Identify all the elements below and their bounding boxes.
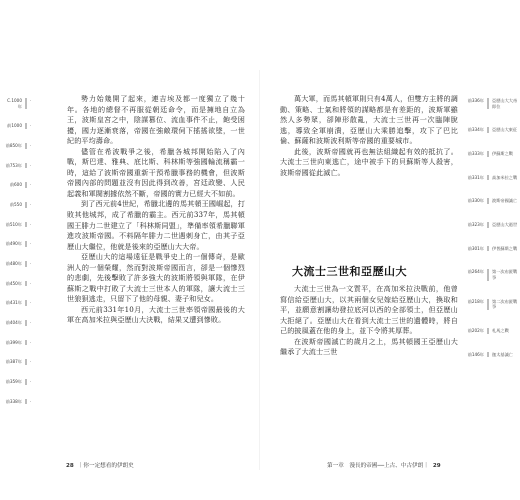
timeline-year: 前331年 [467, 174, 484, 180]
timeline-marker [25, 320, 27, 326]
timeline-year: 前450年 [5, 280, 22, 286]
timeline-year: 前202年 [467, 328, 484, 334]
timeline-text: · [30, 162, 32, 168]
timeline-text: · [30, 300, 32, 306]
timeline-marker [25, 182, 27, 188]
timeline-text: 伊蘇斯之戰 [492, 151, 513, 157]
timeline-entry [4, 320, 58, 326]
section-title: 大流士三世和亞歷山大 [292, 265, 407, 278]
timeline-year: 前399年 [5, 339, 22, 345]
timeline-entry [466, 98, 520, 109]
timeline-year: 前510年 [5, 221, 22, 227]
timeline-text: 亞歷山大大帝即位 [492, 98, 518, 109]
timeline-year: 前490年 [5, 241, 22, 247]
timeline-text: 亞歷山大逝世 [492, 222, 518, 228]
timeline-text: · [30, 280, 32, 286]
timeline-text: · [30, 379, 32, 385]
timeline-text: · [30, 320, 32, 326]
timeline-marker [487, 175, 489, 181]
timeline-entry [466, 299, 520, 310]
timeline-entry [4, 143, 58, 149]
right-page-text-top [280, 94, 458, 178]
timeline-text: · [30, 339, 32, 345]
left-running-title: ｜你一定想看的伊朗史 [77, 463, 134, 469]
timeline-entry [4, 379, 58, 385]
timeline-marker [25, 202, 27, 208]
left-timeline [4, 98, 58, 418]
timeline-marker [25, 222, 27, 228]
timeline-text: · [30, 182, 32, 188]
timeline-entry [466, 127, 520, 133]
timeline-year: 前301年 [467, 245, 484, 251]
timeline-entry [4, 163, 58, 169]
timeline-entry [466, 352, 520, 358]
left-page-number: 28 [66, 463, 74, 469]
timeline-text: 亞歷山大東征 [492, 127, 518, 133]
timeline-marker [25, 359, 27, 365]
timeline-text: · [30, 202, 32, 208]
timeline-year: 前333年 [467, 151, 484, 157]
timeline-year: 前338年 [5, 398, 22, 404]
right-timeline [466, 98, 520, 375]
timeline-year: 前387年 [5, 359, 22, 365]
timeline-year: 前404年 [5, 320, 22, 326]
timeline-text: 高加米拉之戰 [492, 174, 518, 180]
paragraph: 在波斯帝國滅亡的歲月之上，馬其頓國王亞歷山大繼承了大流士三世 [280, 336, 458, 357]
timeline-entry [466, 269, 520, 280]
timeline-text: · [30, 398, 32, 404]
timeline-year: 前753年 [5, 162, 22, 168]
timeline-marker [25, 300, 27, 306]
paragraph: 此後，波斯帝國就再也無法組織起有效的抵抗了。大流士三世向東逃亡，途中被手下的貝蘇斯等人殺害，波斯帝國從此滅亡。 [280, 146, 458, 177]
timeline-text: · [30, 143, 32, 149]
timeline-marker [487, 151, 489, 157]
right-footer [327, 461, 445, 469]
timeline-year: 前146年 [467, 351, 484, 357]
timeline-year: 前218年 [467, 298, 484, 304]
timeline-entry [466, 246, 520, 252]
paragraph: 亞歷山大的這場遠征是戰爭史上的一個傳奇，是歐洲人的一個榮耀，然而對波斯帝國而言，卻是一個慘烈的悲劇，先後擊敗了許多強大的波斯將領與軍隊，在伊蘇斯之戰中打敗了大流士三世本人的軍隊，讓大流士三世狼狽逃走，只留下了他的母親、妻子和兒女。 [67, 252, 245, 304]
timeline-marker [487, 352, 489, 358]
timeline-year: 前850年 [5, 143, 22, 149]
right-page-text-bottom [280, 284, 458, 358]
timeline-marker [25, 241, 27, 247]
timeline-marker [25, 123, 27, 129]
timeline-entry [466, 222, 520, 228]
timeline-marker [487, 222, 489, 228]
paragraph: 萬大軍，而馬其頓軍則只有4萬人，但雙方主將的調動、策略、士氣和將領的謀略都是有差距的，波斯軍雖然人多勢眾，卻陣形散亂，大流士三世再一次臨陣脫逃，導致全軍崩潰，亞歷山大乘勝追擊，攻下了巴比倫、蘇薩和波斯波利斯等帝國的重要城市。 [280, 94, 458, 146]
timeline-entry [466, 175, 520, 181]
timeline-year: 前480年 [5, 261, 22, 267]
timeline-year: 前550 [9, 202, 22, 208]
timeline-entry [4, 222, 58, 228]
timeline-marker [487, 299, 489, 310]
timeline-marker [487, 328, 489, 334]
timeline-entry [4, 182, 58, 188]
timeline-marker [25, 399, 27, 405]
timeline-marker [25, 98, 27, 109]
timeline-entry [4, 300, 58, 306]
timeline-year: 前336年 [467, 98, 484, 103]
timeline-year: 前431年 [5, 300, 22, 306]
timeline-entry [466, 328, 520, 334]
timeline-year: 前264年 [467, 269, 484, 275]
timeline-marker [487, 127, 489, 133]
timeline-marker [25, 143, 27, 149]
timeline-entry [466, 151, 520, 157]
timeline-entry [4, 399, 58, 405]
timeline-text: 札馬之戰 [492, 328, 509, 334]
timeline-entry [4, 359, 58, 365]
timeline-entry [4, 261, 58, 267]
timeline-year: 前1000 [7, 123, 22, 129]
timeline-year: C.1000年 [7, 98, 22, 109]
timeline-marker [25, 340, 27, 346]
left-page-text [67, 94, 245, 326]
timeline-entry [466, 198, 520, 204]
timeline-marker [487, 98, 489, 109]
timeline-entry [4, 98, 58, 109]
timeline-text: 第一次布匿戰爭 [492, 269, 518, 281]
paragraph: 西元前331年10月，大流士三世率領帝國最後的大軍在高加米拉與亞歷山大決戰，結果又遭到慘敗。 [67, 304, 245, 325]
timeline-text: · [30, 221, 32, 227]
timeline-year: 前334年 [467, 127, 484, 133]
timeline-marker [487, 269, 489, 280]
timeline-year: 前600 [9, 182, 22, 188]
timeline-marker [25, 281, 27, 287]
page-gutter [259, 70, 260, 470]
timeline-entry [4, 123, 58, 129]
paragraph: 大流士三世為一文質平，在高加米拉決戰前，他曾寫信給亞歷山大，以其兩個女兒嫁給亞歷山大，換取和平，並願意割讓幼發拉底河以西的全部領土，但亞歷山大拒絕了。亞歷山大在看到大流士三世的遺體時，將自己的披風蓋在他的身上，並下令將其厚葬。 [280, 284, 458, 336]
timeline-marker [25, 379, 27, 385]
left-footer [66, 461, 134, 469]
timeline-year: 前330年 [467, 198, 484, 204]
timeline-marker [25, 261, 27, 267]
timeline-text: 伊普蘇斯之戰 [492, 245, 518, 251]
timeline-entry [4, 340, 58, 346]
timeline-entry [4, 281, 58, 287]
right-page-number: 29 [432, 463, 441, 469]
timeline-text: 波斯帝國滅亡 [492, 198, 518, 204]
timeline-text: · [30, 261, 32, 267]
timeline-year: 前359年 [5, 379, 22, 385]
paragraph: 勢力始幾開了起來，連吉埃及都一度獨立了幾十年。各地的總督不再服從朝廷命令，而是擁地自立為王，波斯皇宮之中，陰謀篡位、流血事件不止，飽受困擾，國力逐漸衰落，帝國在強敵環伺下搖搖欲墜，一世紀的平均壽命。 [67, 94, 245, 146]
paragraph: 到了西元前4世紀，希臘北邊的馬其頓王國崛起，打敗其他城邦，成了希臘的霸主。西元前337年，馬其頓國王腓力二世建立了「科林斯同盟」，準備率領希臘聯軍進攻波斯帝國。不料隔年腓力二世遇刺身亡，由其子亞歷山大繼位，他就是後來的亞歷山大大帝。 [67, 199, 245, 251]
timeline-marker [25, 163, 27, 169]
timeline-text: · [30, 98, 32, 103]
timeline-year: 前323年 [467, 222, 484, 228]
right-running-title: 第一章 漫長的帝國──上古、中古伊朗｜ [327, 463, 429, 469]
timeline-text: · [30, 359, 32, 365]
timeline-marker [487, 246, 489, 252]
timeline-marker [487, 198, 489, 204]
timeline-text: 迦太基滅亡 [492, 351, 513, 357]
timeline-entry [4, 202, 58, 208]
paragraph: 儘管在希波戰爭之後，希臘各城邦開始陷入了內戰，斯巴達、雅典、底比斯、科林斯等強國輪流稱霸一時，這給了波斯帝國重新干預希臘事務的機會，但波斯帝國內部的問題並沒有因此得到改善，宮廷政變、人民起義和軍閥割據依然不斷，帝國的實力已經大不如前。 [67, 146, 245, 198]
timeline-text: · [30, 241, 32, 247]
timeline-text: 第二次布匿戰爭 [492, 298, 518, 310]
timeline-text: · [30, 123, 32, 129]
timeline-entry [4, 241, 58, 247]
